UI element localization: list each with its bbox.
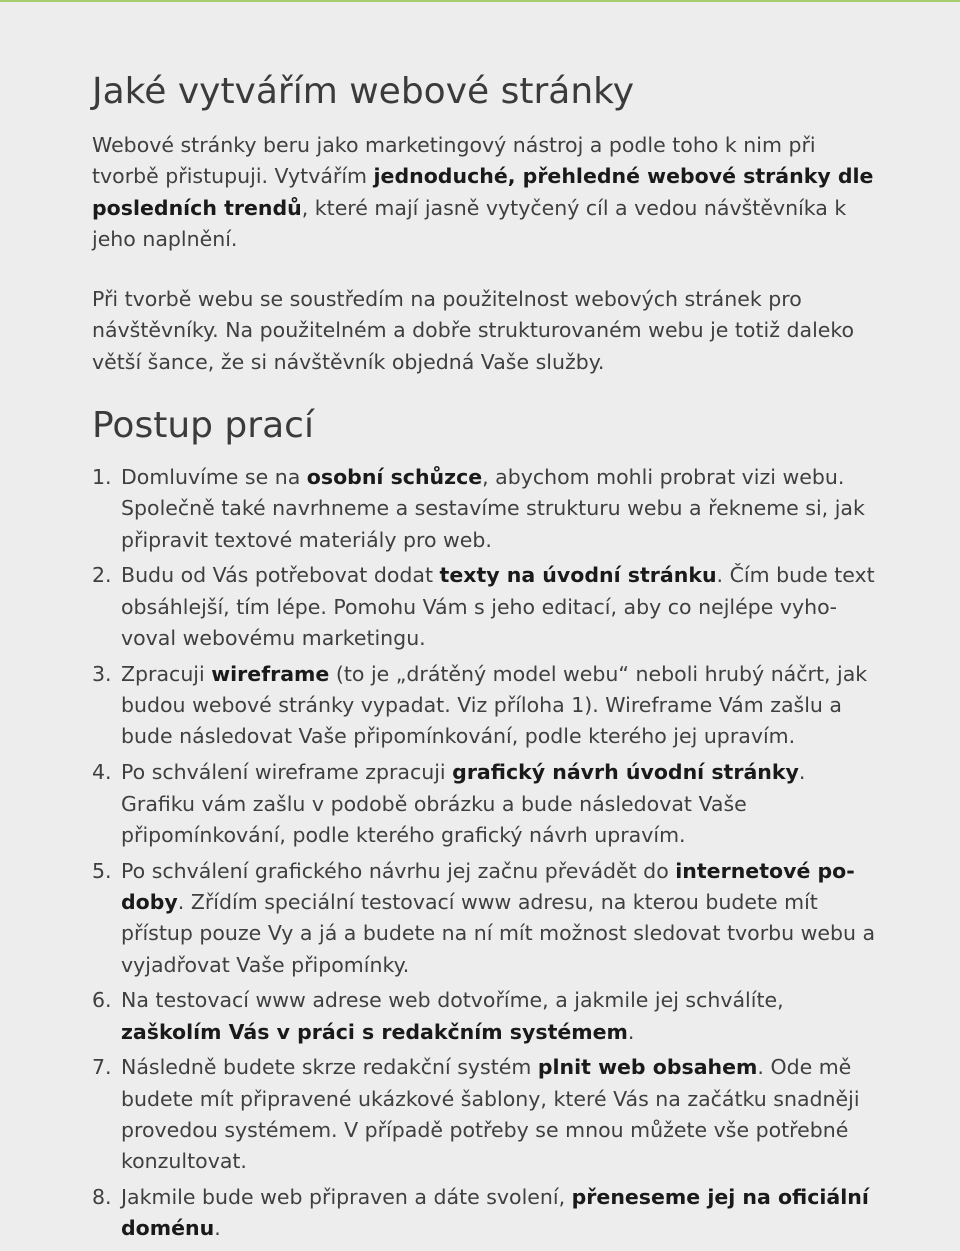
step-number: 4. [92,760,112,785]
step-text: Budu od Vás potřebovat dodat [121,563,440,588]
step-2 [92,560,882,654]
heading-work-process: Postup prací [92,405,314,447]
step-text: Po schválení wireframe zpracuji [121,760,453,785]
step-emphasis: přeneseme jej na oficiální doménu [121,1185,869,1241]
step-5 [92,856,882,981]
intro-text-end: , které mají jasně vytyčený cíl a vedou návštěvníka k jeho naplnění. [92,195,847,251]
step-number: 6. [92,988,112,1013]
step-text: Jakmile bude web připraven a dáte svolení, [121,1185,572,1210]
step-text: . Čím bude text obsáhlejší, tím lépe. Pomohu Vám s jeho editací, aby co nejlépe vyhovoval webovému marketingu. [121,563,875,651]
step-text: Po schválení grafického návrhu jej začnu převádět do [121,858,676,883]
step-text: . [627,1019,635,1044]
step-number: 8. [92,1185,112,1210]
step-emphasis: osobní schůzce [306,465,483,490]
step-text: (to je „drátěný model webu“ neboli hrubý náčrt, jak budou webové stránky vypadat. Viz příloha 1). Wireframe Vám zašlu a bude následovat Vaše připomínkování, podle kterého jej upravím. [121,661,868,749]
step-text: Zpracuji [121,661,212,686]
step-number: 1. [92,465,112,490]
step-emphasis: texty na úvodní stránku [439,563,717,588]
step-emphasis: grafický návrh úvodní stránky [452,760,799,785]
step-4 [92,757,882,851]
heading-web-types: Jaké vytvářím webové stránky [92,71,635,112]
step-emphasis: zaškolím Vás v práci s redakčním systémem [121,1019,628,1044]
step-emphasis: wireframe [211,661,330,686]
step-3 [92,659,882,753]
document-body [92,66,882,1249]
intro-paragraph [92,130,882,255]
step-number: 2. [92,563,112,588]
step-emphasis: internetové podoby [121,858,855,914]
step-text: . Zřídím speciální testovací www adresu, na kterou budete mít přístup pouze Vy a já a budete na ní mít možnost sledovat tvorbu webu a vyjadřovat Vaše připomínky. [121,889,876,977]
process-steps-list [92,462,882,1245]
intro-text-start: Webové stránky beru jako marketingový nástroj a podle toho k nim při tvorbě přistupuji. Vytvářím [92,133,816,189]
step-number: 7. [92,1055,112,1080]
step-text: . [214,1216,221,1241]
step-7 [92,1052,882,1177]
step-1 [92,462,882,556]
usability-paragraph: Při tvorbě webu se soustředím na použitelnost webových stránek pro návštěvníky. Na použitelném a dobře strukturovaném webu je totiž daleko větší šance, že si návštěvník objedná Vaše služby. [92,287,855,374]
step-number: 3. [92,661,112,686]
step-emphasis: plnit web obsahem [537,1055,758,1080]
step-8 [92,1182,882,1245]
step-text: . Grafiku vám zašlu v podobě obrázku a bude následovat Vaše připomínkování, podle kterého grafický návrh upravím. [121,760,806,847]
step-text: Domluvíme se na [121,465,307,490]
intro-emphasis: jednoduché, přehledné webové stránky dle posledních trendů [92,164,874,220]
step-text: Následně budete skrze redakční systém [121,1055,538,1080]
top-rule [0,0,960,2]
step-text: . Ode mě budete mít připravené ukázkové šablony, které Vás na začátku snadněji provedou systémem. V případě potřeby se mnou můžete vše potřebné konzultovat. [121,1055,860,1174]
step-text: , abychom mohli probrat vizi webu. Společně také navrhneme a sestavíme strukturu webu a řekneme si, jak připravit textové materiály pro web. [121,465,865,552]
step-6 [92,985,882,1048]
step-number: 5. [92,858,112,883]
step-text: Na testovací www adrese web dotvoříme, a jakmile jej schválíte, [121,988,784,1013]
